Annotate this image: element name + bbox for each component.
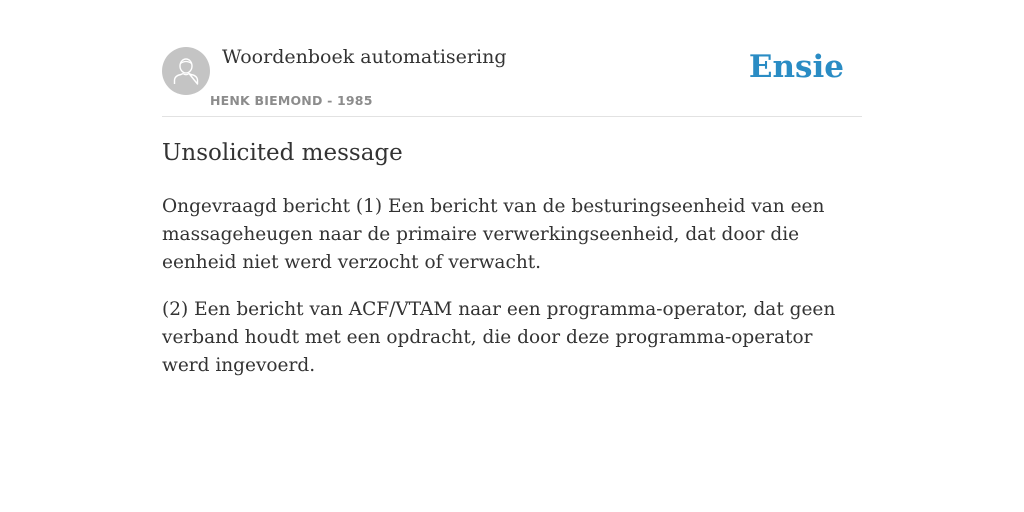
book-title[interactable]: Woordenboek automatisering bbox=[222, 46, 507, 68]
brand-logo[interactable]: Ensie bbox=[748, 49, 844, 85]
entry-paragraph: (2) Een bericht van ACF/VTAM naar een programma-operator, dat geen verband houdt met een opdracht, die door deze programma-operator werd ingevoerd. bbox=[162, 299, 836, 376]
author-line[interactable]: HENK BIEMOND - 1985 bbox=[210, 93, 373, 108]
header bbox=[162, 0, 862, 117]
entry-body bbox=[162, 193, 862, 399]
entry-paragraph: Ongevraagd bericht (1) Een bericht van de besturingseenheid van een massageheugen naar de primaire verwerkingseenheid, dat door die eenheid niet werd verzocht of verwacht. bbox=[162, 196, 825, 273]
entry-title: Unsolicited message bbox=[162, 140, 403, 166]
avatar[interactable] bbox=[162, 47, 210, 95]
person-outline-icon bbox=[172, 56, 200, 86]
